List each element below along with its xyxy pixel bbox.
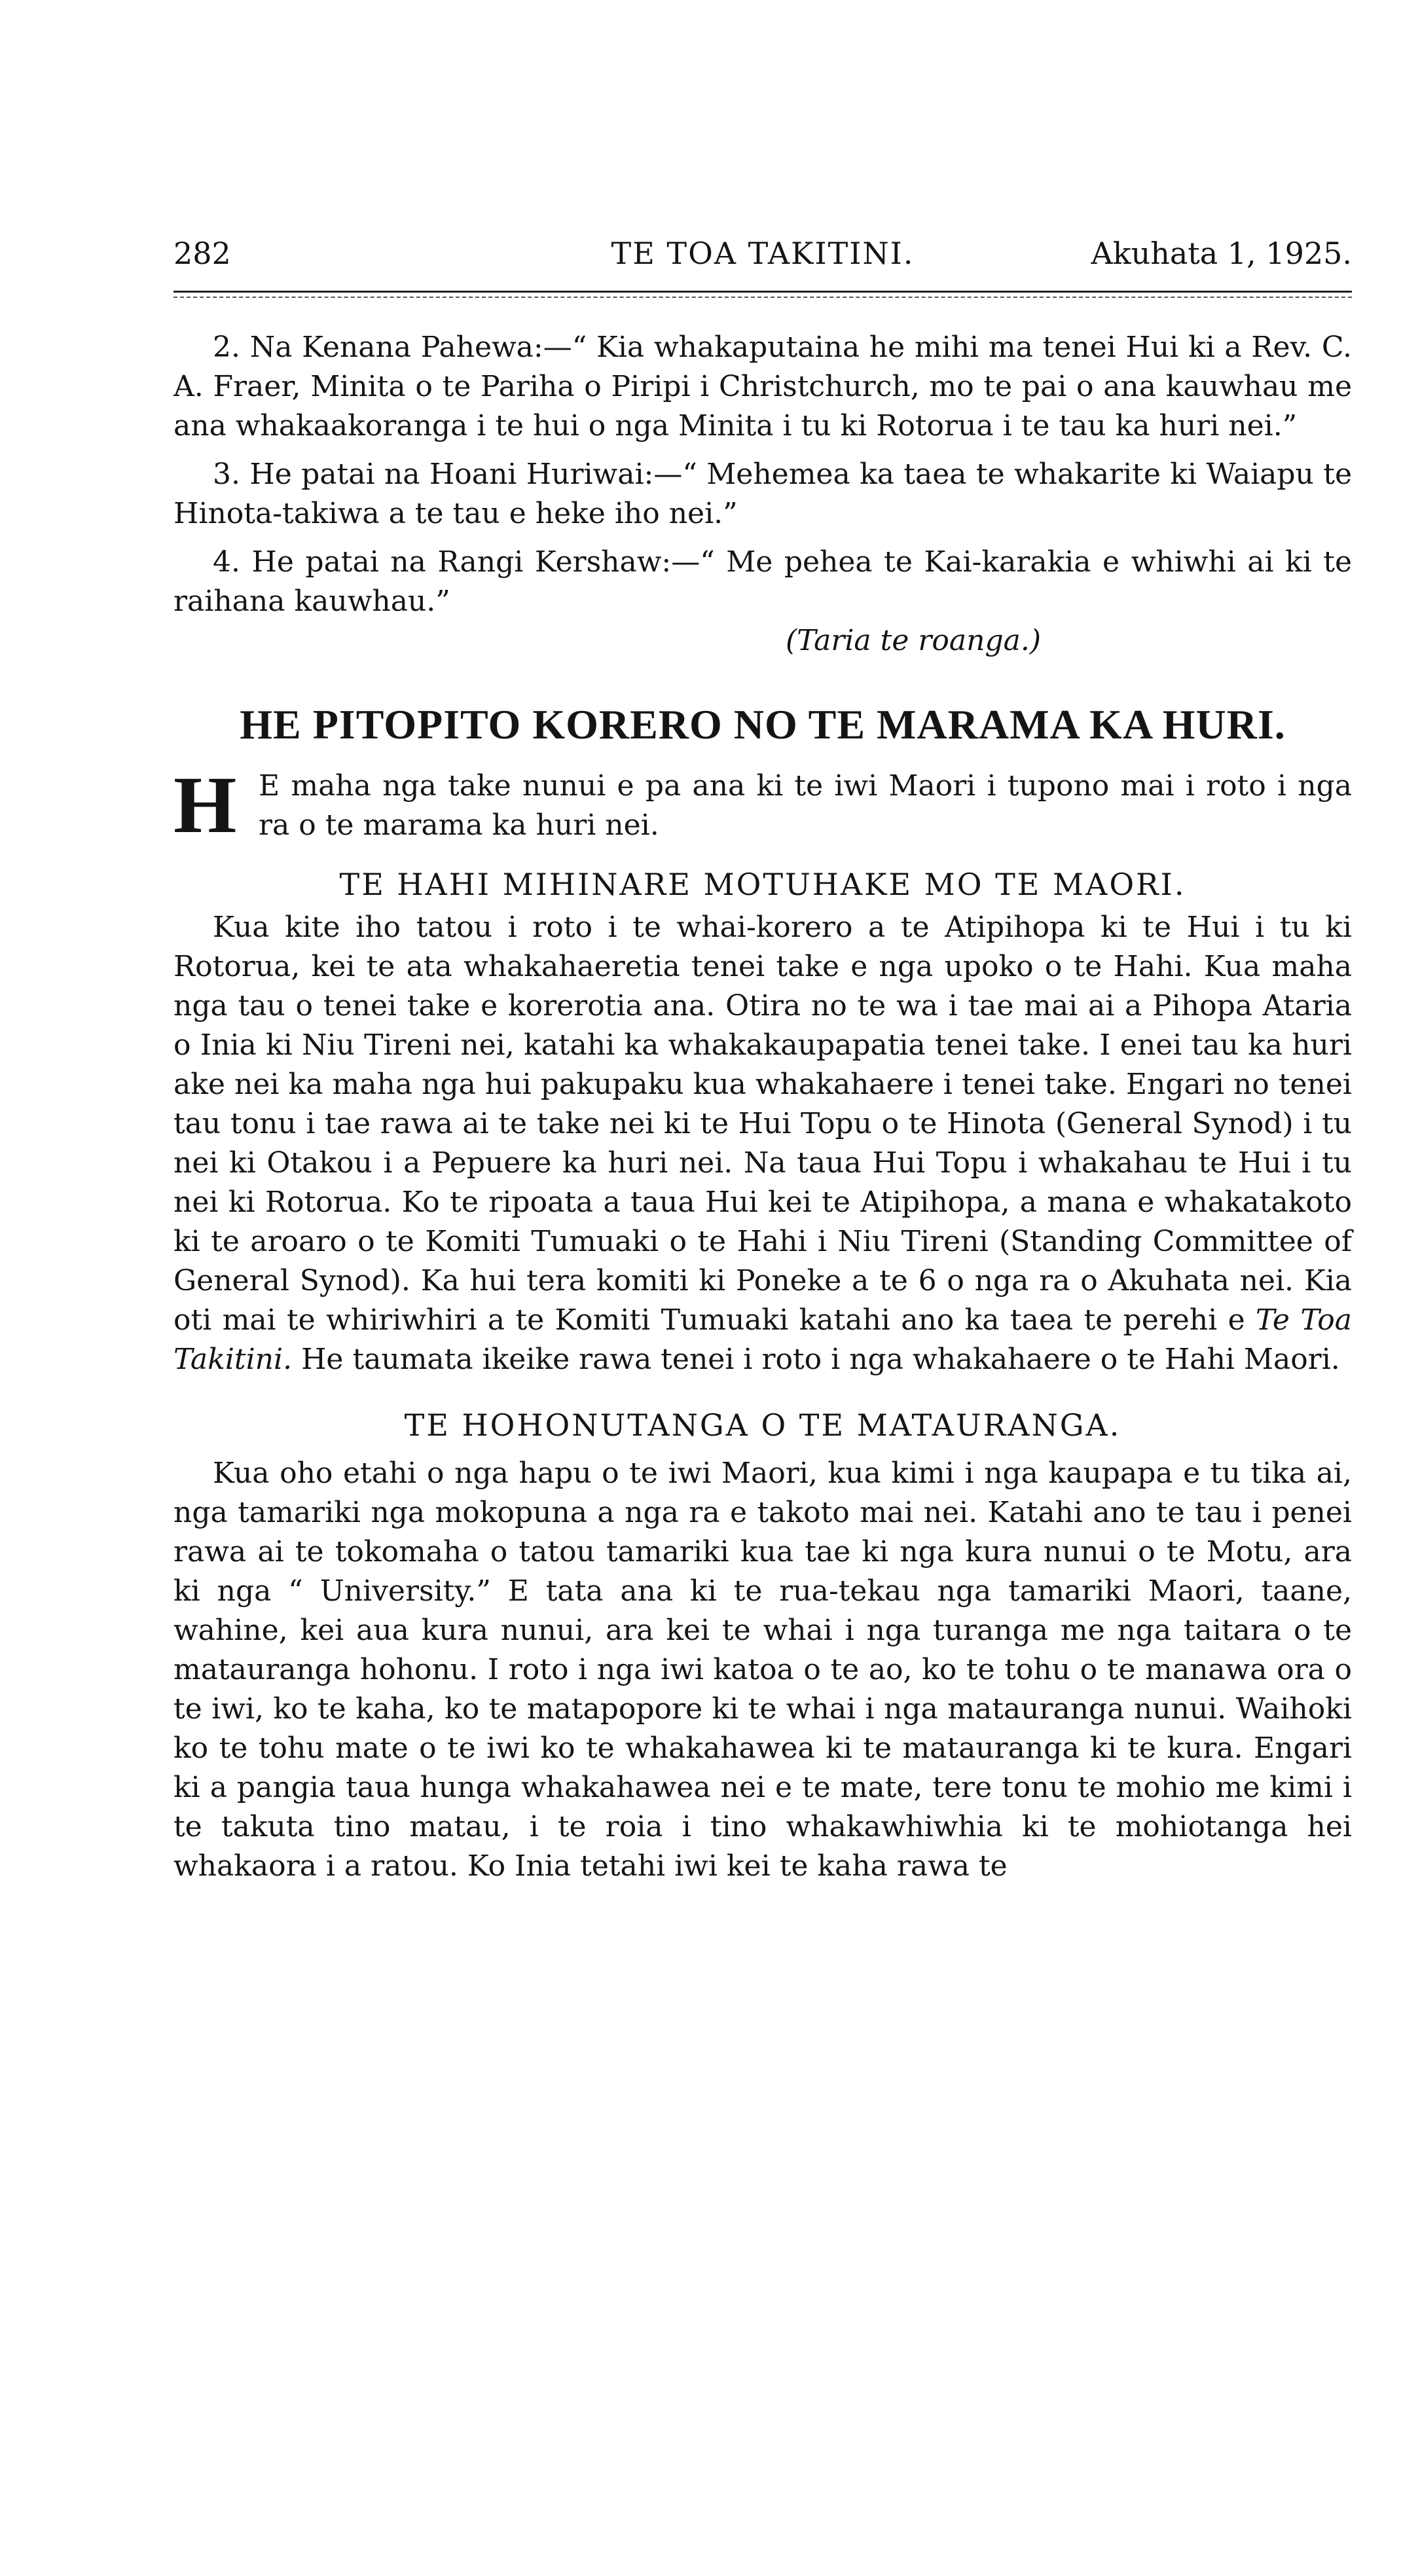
section-text-hahi: Kua kite iho tatou i roto i te whai-korero a te Atipihopa ki te Hui i tu ki Rotorua, kei te ata whakahaeretia tenei take e nga upoko o te Hahi. Kua maha nga tau o tenei take e korerotia ana. Otira no te wa i tae mai ai a Pihopa Ataria o Inia ki Niu Tireni nei, katahi ka whakakaupapatia tenei take. I enei tau ka huri ake nei ka maha nga hui pakupaku kua whakahaere i tenei take. Engari no tenei tau tonu i tae rawa ai te take nei ki te Hui Topu o te Hinota (General Synod) i tu nei ki Otakou i a Pepuere ka huri nei. Na taua Hui Topu i whakahau te Hui i tu nei ki Rotorua. Ko te ripoata a taua Hui kei te Atipihopa, a mana e whakatakoto ki te aroaro o te Komiti Tumuaki o te Hahi i Niu Tireni (Standing Committee of General Synod). Ka hui tera komiti ki Poneke a te 6 o nga ra o Akuhata nei. Kia oti mai te whiriwhiri a te Komiti Tumuaki katahi ano ka taea te perehi e <box>173 911 1352 1337</box>
agenda-item-2: 2. Na Kenana Pahewa:—“ Kia whakaputaina he mihi ma tenei Hui ki a Rev. C. A. Fraer, Minita o te Pariha o Piripi i Christchurch, mo te pai o ana kauwhau me ana whakaakoranga i te hui o nga Minita i tu ki Rotorua i te tau ka huri nei.” <box>173 331 1352 443</box>
page <box>173 236 1352 1886</box>
section-heading-hahi: TE HAHI MIHINARE MOTUHAKE MO TE MAORI. <box>339 867 1186 902</box>
running-head <box>173 236 1352 288</box>
header-rule <box>173 291 1352 293</box>
intro-text: E maha nga take nunui e pa ana ki te iwi Maori i tupono mai i roto i nga ra o te marama ka huri nei. <box>259 769 1352 842</box>
main-heading: HE PITOPITO KORERO NO TE MARAMA KA HURI. <box>240 701 1286 748</box>
page-number: 282 <box>173 236 231 271</box>
publication-title-italic: Te Toa Takitini. <box>173 1303 1352 1376</box>
header-rule-dashed <box>173 297 1352 298</box>
agenda-item-4: 4. He patai na Rangi Kershaw:—“ Me pehea te Kai-karakia e whiwhi ai ki te raihana kauwhau.” <box>173 545 1352 618</box>
section-paragraph-hahi <box>173 908 1352 1379</box>
to-be-continued: (Taria te roanga.) <box>785 624 1041 657</box>
intro-paragraph <box>173 760 1352 850</box>
drop-cap: H <box>173 760 237 850</box>
agenda-item-3: 3. He patai na Hoani Huriwai:—“ Mehemea ka taea te whakarite ki Waiapu te Hinota-takiwa a te tau e heke iho nei.” <box>173 458 1352 530</box>
section-heading-matauranga: TE HOHONUTANGA O TE MATAURANGA. <box>404 1407 1121 1443</box>
publication-title: TE TOA TAKITINI. <box>611 236 915 271</box>
article-body <box>173 328 1352 1886</box>
section-paragraph-matauranga: Kua oho etahi o nga hapu o te iwi Maori, kua kimi i nga kaupapa e tu tika ai, nga tamariki nga mokopuna a nga ra e takoto mai nei. Katahi ano te tau i penei rawa ai te tokomaha o tatou tamariki kua tae ki nga kura nunui o te Motu, ara ki nga “ University.” E tata ana ki te rua-tekau nga tamariki Maori, taane, wahine, kei aua kura nunui, ara kei te whai i nga turanga me nga taitara o te matauranga hohonu. I roto i nga iwi katoa o te ao, ko te tohu o te manawa ora o te iwi, ko te kaha, ko te matapopore ki te whai i nga matauranga nunui. Waihoki ko te tohu mate o te iwi ko te whakahawea ki te matauranga ki te kura. Engari ki a pangia taua hunga whakahawea nei e te mate, tere tonu te mohio me kimi i te takuta tino matau, i te roia i tino whakawhiwhia ki te mohiotanga hei whakaora i a ratou. Ko Inia tetahi iwi kei te kaha rawa te <box>173 1457 1352 1883</box>
section-text-hahi-end: He taumata ikeike rawa tenei i roto i nga whakahaere o te Hahi Maori. <box>301 1343 1340 1376</box>
issue-date: Akuhata 1, 1925. <box>1091 236 1352 271</box>
